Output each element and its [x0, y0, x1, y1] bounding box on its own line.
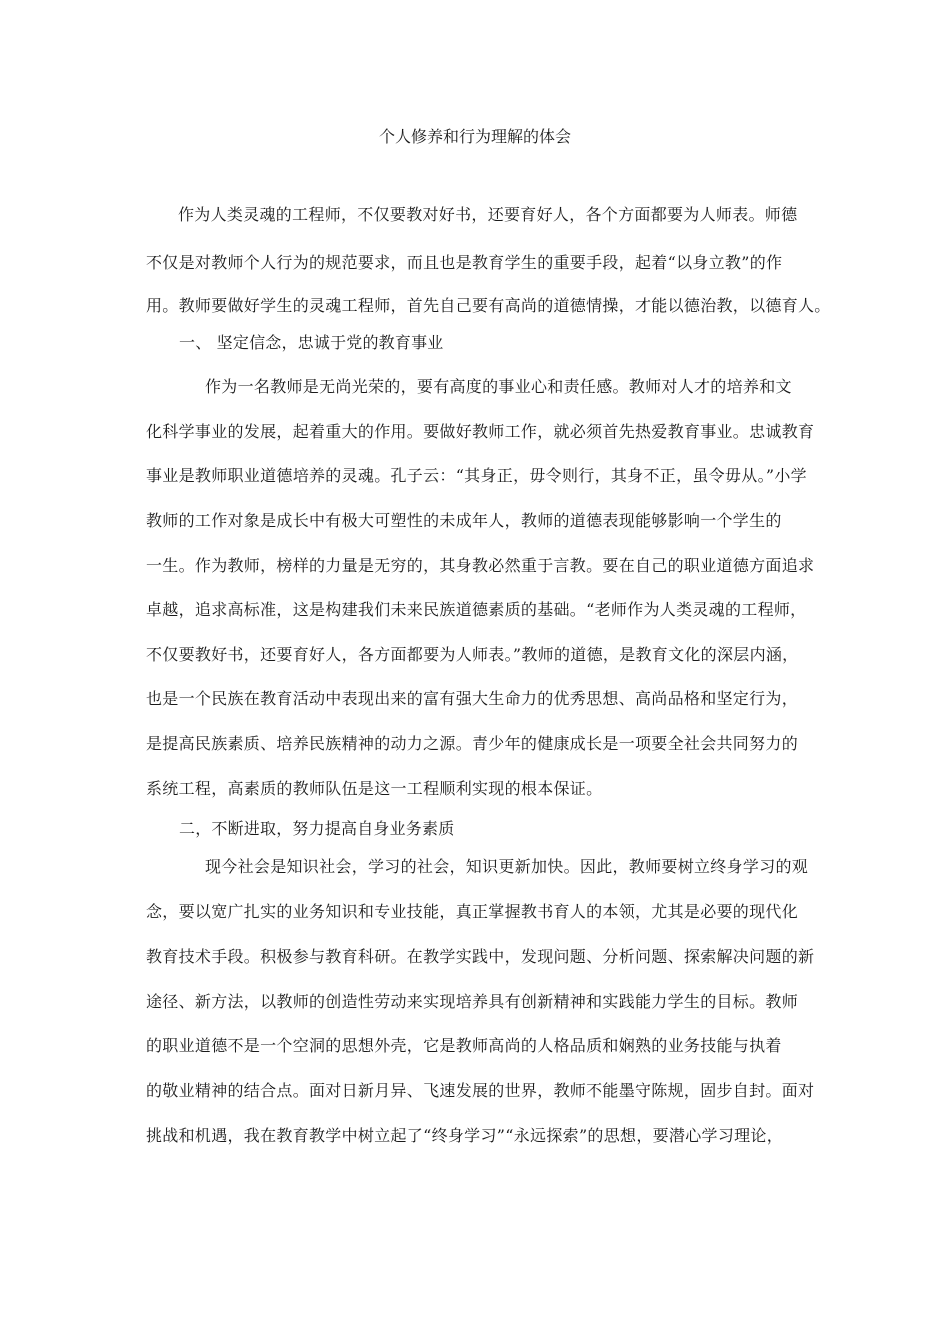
paragraph-line: 念，要以宽广扎实的业务知识和专业技能，真正掌握教书育人的本领，尤其是必要的现代化 [146, 902, 799, 921]
paragraph-line: 系统工程，高素质的教师队伍是这一工程顺利实现的根本保证。 [146, 779, 603, 798]
paragraph-line: 也是一个民族在教育活动中表现出来的富有强大生命力的优秀思想、高尚品格和坚定行为， [146, 689, 799, 708]
paragraph-line: 卓越，追求高标准，这是构建我们未来民族道德素质的基础。“老师作为人类灵魂的工程师， [146, 600, 807, 619]
section-heading-2: 二，不断进取，努力提高自身业务素质 [179, 819, 455, 838]
paragraph-line: 教育技术手段。积极参与教育科研。在教学实践中，发现问题、分析问题、探索解决问题的新 [146, 947, 815, 966]
paragraph-line: 用。教师要做好学生的灵魂工程师，首先自己要有高尚的道德情操，才能以德治教，以德育人。 [146, 296, 831, 315]
document-title: 个人修养和行为理解的体会 [378, 127, 571, 146]
paragraph-line: 化科学事业的发展，起着重大的作用。要做好教师工作，就必须首先热爱教育事业。忠诚教育 [146, 422, 815, 441]
paragraph-line: 作为人类灵魂的工程师，不仅要教对好书，还要育好人，各个方面都要为人师表。师德 [178, 205, 798, 224]
paragraph-line: 现今社会是知识社会，学习的社会，知识更新加快。因此，教师要树立终身学习的观 [205, 857, 809, 876]
paragraph-line: 事业是教师职业道德培养的灵魂。孔子云：“其身正，毋令则行，其身不正，虽令毋从。”小学 [146, 466, 807, 485]
paragraph-line: 一生。作为教师，榜样的力量是无穷的，其身教必然重于言教。要在自己的职业道德方面追求 [146, 556, 815, 575]
paragraph-line: 是提高民族素质、培养民族精神的动力之源。青少年的健康成长是一项要全社会共同努力的 [146, 734, 799, 753]
paragraph-line: 的敬业精神的结合点。面对日新月异、飞速发展的世界，教师不能墨守陈规，固步自封。面对 [146, 1081, 815, 1100]
paragraph-line: 的职业道德不是一个空洞的思想外壳，它是教师高尚的人格品质和娴熟的业务技能与执着 [146, 1036, 782, 1055]
paragraph-line: 挑战和机遇，我在教育教学中树立起了“终身学习”“永远探索”的思想，要潜心学习理论， [146, 1126, 784, 1145]
paragraph-line: 不仅是对教师个人行为的规范要求，而且也是教育学生的重要手段，起着“以身立教”的作 [146, 253, 783, 272]
paragraph-line: 不仅要教好书，还要育好人，各方面都要为人师表。”教师的道德，是教育文化的深层内涵， [146, 645, 799, 664]
paragraph-line: 作为一名教师是无尚光荣的，要有高度的事业心和责任感。教师对人才的培养和文 [205, 377, 792, 396]
section-heading-1: 一、 坚定信念，忠诚于党的教育事业 [179, 333, 444, 352]
paragraph-line: 途径、新方法，以教师的创造性劳动来实现培养具有创新精神和实践能力学生的目标。教师 [146, 992, 799, 1011]
paragraph-line: 教师的工作对象是成长中有极大可塑性的未成年人，教师的道德表现能够影响一个学生的 [146, 511, 782, 530]
